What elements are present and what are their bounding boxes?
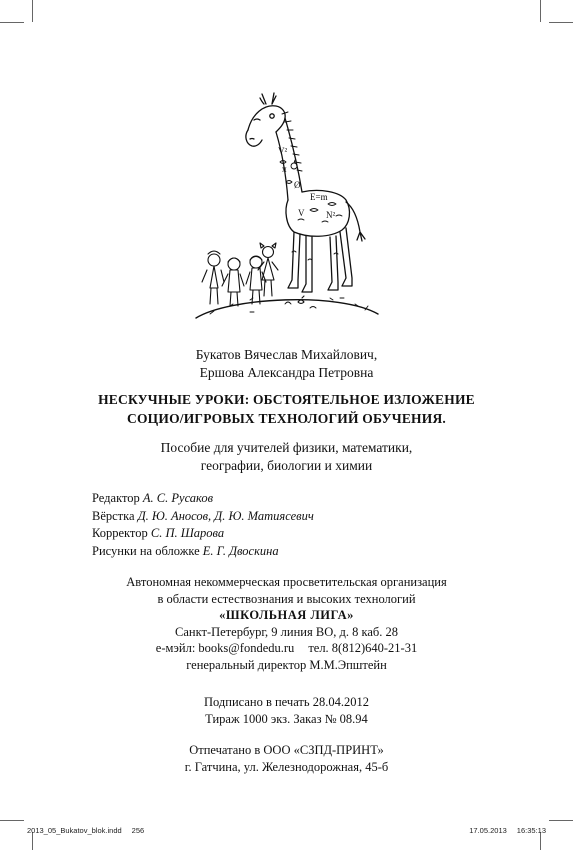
slug-datetime [469, 826, 546, 835]
book-subtitle-line-1: Пособие для учителей физики, математики, [160, 440, 413, 455]
publisher-line-1: Автономная некоммерческая просветительская организация [126, 575, 447, 589]
publisher-contacts [0, 640, 573, 657]
print-run: Тираж 1000 экз. Заказ № 08.94 [205, 711, 368, 726]
crop-mark-top-left [32, 0, 33, 22]
giraffe-illustration [190, 92, 380, 332]
crop-mark-top-right-h [549, 22, 573, 23]
publisher-phone: тел. 8(812)640-21-31 [308, 641, 418, 655]
crop-mark-bottom-left-h [0, 820, 24, 821]
formula-emc: E=m [310, 192, 328, 202]
formula-v2: V² [278, 146, 288, 156]
slug-file [27, 826, 144, 835]
publisher-line-2: в области естествознания и высоких технологий [157, 591, 416, 606]
crop-mark-top-right [540, 0, 541, 22]
crop-mark-bottom-right-h [549, 820, 573, 821]
slug-page: 256 [131, 826, 145, 835]
slug-filename: 2013_05_Bukatov_blok.indd [27, 826, 122, 835]
book-title-line-2: СОЦИО/ИГРОВЫХ ТЕХНОЛОГИЙ ОБУЧЕНИЯ. [127, 411, 446, 426]
book-subtitle-line-2: географии, биологии и химии [200, 458, 373, 473]
printer-address: г. Гатчина, ул. Железнодорожная, 45-б [184, 759, 389, 774]
slug-time: 16:35:13 [516, 826, 546, 835]
staff-credits [92, 490, 314, 560]
formula-phi: Ø [294, 180, 301, 190]
book-title-line-1: НЕСКУЧНЫЕ УРОКИ: ОБСТОЯТЕЛЬНОЕ ИЗЛОЖЕНИЕ [98, 392, 475, 407]
publisher-name: «ШКОЛЬНАЯ ЛИГА» [219, 608, 354, 622]
signed-to-print: Подписано в печать 28.04.2012 [204, 695, 369, 709]
printer-name: Отпечатано в ООО «СЗПД-ПРИНТ» [189, 743, 384, 757]
formula-pi: π [282, 164, 287, 174]
author-2: Ершова Александра Петровна [199, 365, 374, 380]
publisher-info [0, 574, 573, 673]
formula-n2: N² [326, 210, 336, 220]
credit-editor: Редактор А. С. Русаков [92, 491, 214, 505]
printing-info [0, 694, 573, 727]
printer-info [0, 742, 573, 775]
author-1: Букатов Вячеслав Михайлович, [195, 347, 378, 362]
book-subtitle [0, 439, 573, 475]
formula-v: V [298, 208, 305, 218]
publisher-address: Санкт-Петербург, 9 линия ВО, д. 8 каб. 28 [175, 624, 398, 639]
publisher-email: е-мэйл: books@fondedu.ru [155, 641, 295, 655]
publisher-director: генеральный директор М.М.Эпштейн [186, 657, 387, 672]
credit-proofreader: Корректор С. П. Шарова [92, 526, 225, 540]
children [202, 243, 304, 306]
credit-cover-art: Рисунки на обложке Е. Г. Двоскина [92, 543, 279, 558]
authors [0, 346, 573, 382]
crop-mark-top-left-h [0, 22, 24, 23]
slug-date: 17.05.2013 [469, 826, 507, 835]
book-title [0, 390, 573, 428]
credit-layout: Вёрстка Д. Ю. Аносов, Д. Ю. Матиясевич [92, 508, 314, 523]
